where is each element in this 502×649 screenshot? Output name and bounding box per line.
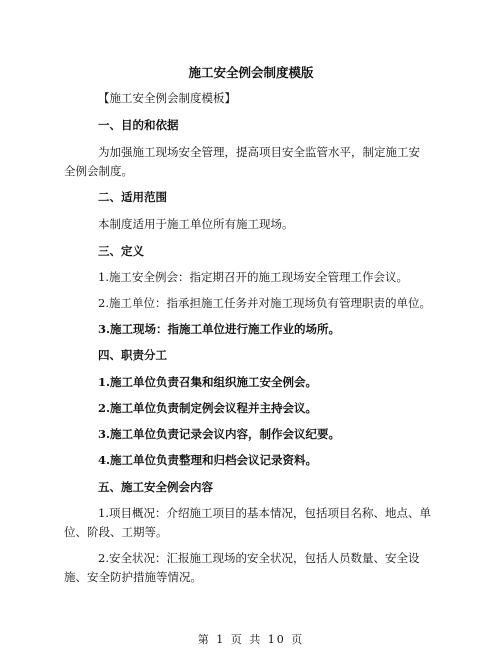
- section-4-item: 3.施工单位负责记录会议内容，制作会议纪要。: [98, 427, 341, 441]
- section-5-item-line: 施、安全防护措施等情况。: [64, 570, 202, 584]
- section-1-paragraph-line: 全例会制度。: [64, 164, 133, 178]
- section-5-item-line: 1.项目概况：介绍施工项目的基本情况，包括项目名称、地点、单: [98, 506, 431, 520]
- section-4-item: 4.施工单位负责整理和归档会议记录资料。: [98, 453, 318, 467]
- document-subtitle: 【施工安全例会制度模板】: [98, 91, 236, 105]
- section-2-paragraph: 本制度适用于施工单位所有施工现场。: [98, 217, 294, 231]
- section-4-item: 2.施工单位负责制定例会议程并主持会议。: [98, 401, 318, 415]
- section-1-paragraph-line: 为加强施工现场安全管理，提高项目安全监管水平，制定施工安: [98, 145, 420, 159]
- page-footer: 第 1 页 共 10 页: [197, 633, 305, 646]
- section-heading-3: 三、定义: [98, 244, 144, 258]
- section-3-item: 2.施工单位：指承担施工任务并对施工现场负有管理职责的单位。: [98, 296, 431, 310]
- section-heading-5: 五、施工安全例会内容: [98, 480, 213, 494]
- section-3-item: 3.施工现场：指施工单位进行施工作业的场所。: [98, 322, 341, 336]
- section-4-item: 1.施工单位负责召集和组织施工安全例会。: [98, 375, 318, 389]
- section-5-item-line: 2.安全状况：汇报施工现场的安全状况，包括人员数量、安全设: [98, 551, 420, 565]
- section-heading-2: 二、适用范围: [98, 190, 167, 204]
- section-3-item: 1.施工安全例会：指定期召开的施工现场安全管理工作会议。: [98, 270, 408, 284]
- section-heading-1: 一、目的和依据: [98, 118, 179, 132]
- section-heading-4: 四、职责分工: [98, 348, 167, 362]
- section-5-item-line: 位、阶段、工期等。: [64, 525, 168, 539]
- document-title: 施工安全例会制度模版: [188, 65, 314, 80]
